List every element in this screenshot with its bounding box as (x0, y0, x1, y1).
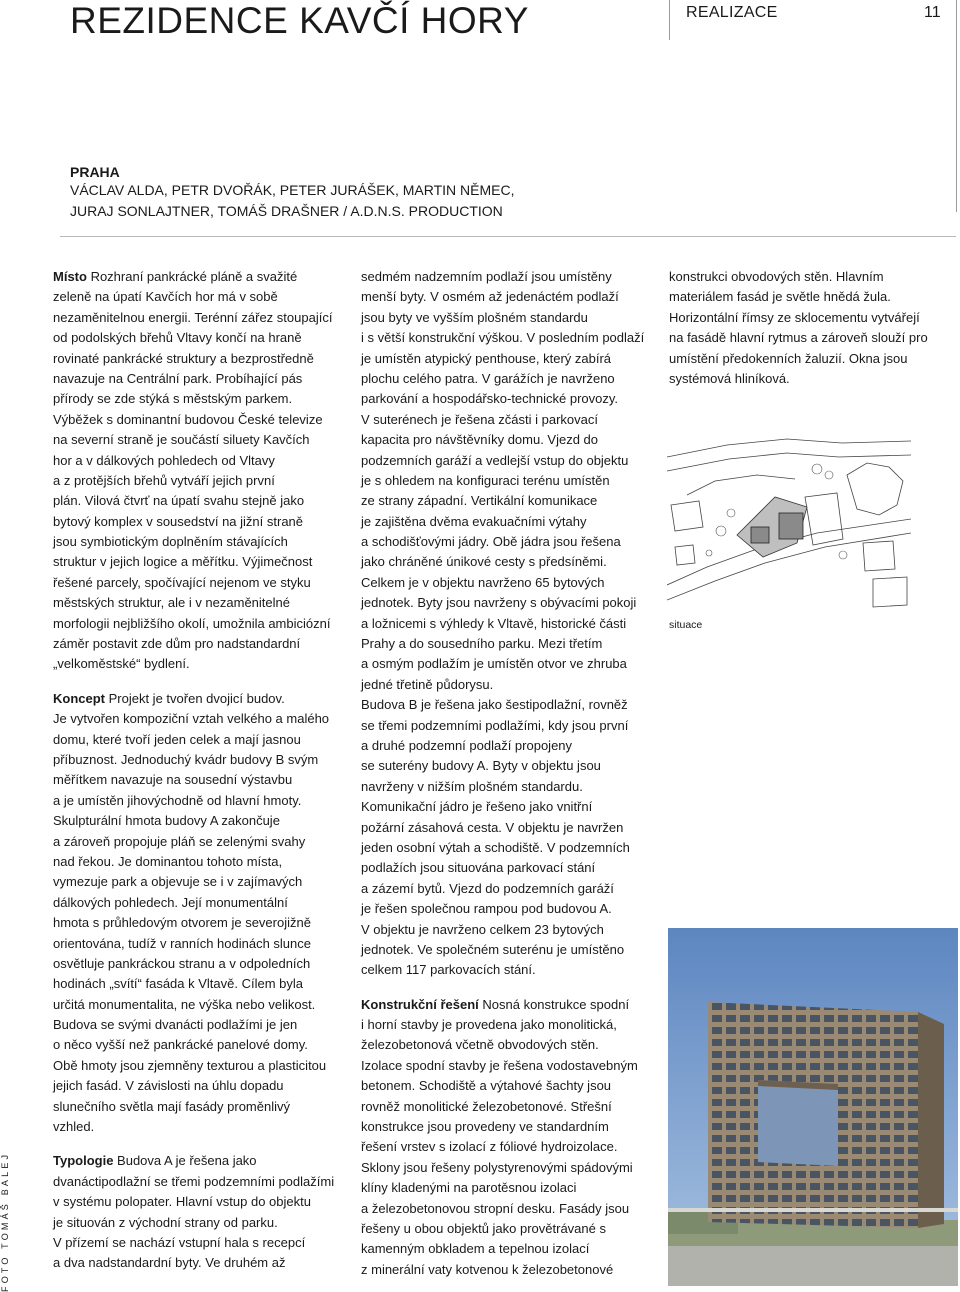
project-location: PRAHA (70, 164, 120, 180)
text-line: osvětluje pankráckou stranu a v odpoledních (53, 955, 311, 971)
text-line: kapacita pro návštěvníky domu. Vjezd do (361, 432, 599, 448)
text-line: a zázemí bytů. Vjezd do podzemních garáží (361, 880, 614, 896)
text-line: parkování a hospodářsko-technické provozy. (361, 391, 619, 407)
text-line: a dva nadstandardní byty. Ve druhém až (53, 1255, 286, 1271)
text-line: vymezuje park a objevuje se i v zajímavých (53, 874, 303, 890)
site-plan-drawing (667, 435, 911, 609)
text-line: na severní straně je součástí siluety Kavčích (53, 432, 310, 448)
text-line: i horní stavby je provedena jako monolitická, (361, 1017, 617, 1033)
text-line: plán. Vilová čtvrť na úpatí svahu stejně jako (53, 493, 305, 509)
text-line: a druhé podzemní podlaží propojeny (361, 737, 573, 753)
text-line: je situován z východní strany od parku. (53, 1214, 278, 1230)
paragraph-lead-line (53, 689, 358, 709)
text-line: Horizontální římsy ze sklocementu vytvářejí (669, 309, 920, 325)
text-column-2 (361, 267, 651, 1280)
text-line: domu, které tvoří jeden celek a mají jasnou (53, 731, 301, 747)
text-line: jejich fasád. V závislosti na úhlu dopadu (53, 1078, 284, 1094)
text-line: jsou symbiotickým doplněním stávajících (53, 534, 288, 550)
text-line: a ložnicemi s výhledy k Vltavě, historické části (361, 615, 627, 631)
text-line: betonem. Schodiště a výtahové šachty jsou (361, 1078, 612, 1094)
text-line: orientována, tudíž v ranních hodinách slunce (53, 935, 312, 951)
building-photo (668, 928, 958, 1286)
text-line: řešení vrstev s izolací z fóliové hydroizolace. (361, 1139, 618, 1155)
text-line: a osmým podlažím je umístěn otvor ve zhruba (361, 656, 627, 672)
text-line: materiálem fasád je světle hnědá žula. (669, 289, 891, 305)
text-line: Izolace spodní stavby je řešena vodostavebným (361, 1057, 638, 1073)
text-line: struktur v jejich logice a měřítku. Výjimečnost (53, 554, 313, 570)
paragraph-text: Budova A je řešena jako (113, 1153, 257, 1169)
text-line: a zároveň propojuje pláň se zelenými svahy (53, 833, 306, 849)
text-line: Sklony jsou řešeny polystyrenovými spádovými (361, 1159, 633, 1175)
text-line: navazuje na Centrální park. Probíhající pás (53, 370, 303, 386)
paragraph-heading: Koncept (53, 690, 105, 706)
text-line: železobetonová včetně obvodových stěn. (361, 1037, 599, 1053)
text-line: přírody se zde stýká s městským parkem. (53, 391, 293, 407)
paragraph-text: Projekt je tvořen dvojicí budov. (105, 690, 285, 706)
paragraph-text: Rozhraní pankrácké pláně a svažité (86, 269, 298, 284)
text-line: ze strany západní. Vertikální komunikace (361, 493, 598, 509)
text-line: Celkem je v objektu navrženo 65 bytových (361, 574, 605, 590)
text-line: systémová hliníková. (669, 370, 790, 386)
text-line: hor a v dálkových pohledech od Vltavy (53, 452, 275, 468)
paragraph-heading: Konstrukční řešení (361, 996, 479, 1012)
photo-credit: FOTO TOMÁŠ BALEJ (0, 1151, 10, 1292)
paragraph-heading: Typologie (53, 1153, 114, 1169)
page-number: 11 (924, 4, 941, 21)
project-authors (70, 180, 514, 222)
text-line: jednotek. Byty jsou navrženy s obývacími pokoji (361, 595, 637, 611)
text-line: a železobetonovou stropní desku. Fasády jsou (361, 1200, 630, 1216)
text-line: celkem 117 parkovacích stání. (361, 962, 536, 978)
text-line: řešené parcely, spočívající nejenom ve styku (53, 574, 311, 590)
text-line: vzhled. (53, 1119, 95, 1135)
text-line: Komunikační jádro je řešeno jako vnitřní (361, 799, 593, 815)
text-line: městských struktur, ale i v nezaměnitelné (53, 595, 290, 611)
text-line: V přízemí se nachází vstupní hala s recepcí (53, 1234, 306, 1250)
text-line: podlažích jsou situována parkovací stání (361, 860, 596, 876)
section-label: REALIZACE (686, 4, 778, 21)
text-line: dvanáctipodlažní se třemi podzemními podlažími (53, 1173, 335, 1189)
text-line: V objektu je navrženo celkem 23 bytových (361, 921, 604, 937)
text-line: a z protějších břehů vytváří jejich první (53, 472, 275, 488)
text-line: klíny kladenými na parotěsnou izolaci (361, 1180, 577, 1196)
text-line: na fasádě hlavní rytmus a zároveň slouží pro (669, 330, 928, 346)
paragraph-lead-line (53, 267, 358, 287)
text-line: i s větší konstrukční výškou. V posledním podlaží (361, 330, 645, 346)
text-column-1 (53, 267, 358, 1274)
text-line: je umístěn atypický penthouse, který zabírá (361, 350, 612, 366)
text-line: „velkoměstské“ bydlení. (53, 656, 190, 672)
text-line: jedné třetině půdorysu. (361, 676, 494, 692)
header-divider-left (669, 0, 670, 40)
text-line: se třemi podzemními podlažími, kdy jsou první (361, 717, 629, 733)
page-title: REZIDENCE KAVČÍ HORY (70, 0, 529, 41)
paragraph-lead-line (53, 1151, 358, 1171)
text-line: rovinaté pankrácké struktury a bezprostředně (53, 350, 314, 366)
text-line: se suterény budovy A. Byty v objektu jsou (361, 758, 601, 774)
authors-line-2: JURAJ SONLAJTNER, TOMÁŠ DRAŠNER / A.D.N.S. PRODUCTION (70, 203, 503, 219)
text-line: hodinách „svítí“ fasáda k Vltavě. Cílem byla (53, 976, 304, 992)
text-line: jako chráněné únikové cesty s předsíněmi. (361, 554, 607, 570)
text-line: požární zásahová cesta. V objektu je navržen (361, 819, 624, 835)
paragraph-heading: Místo (53, 269, 87, 284)
text-line: příbuznost. Jednoduchý kvádr budovy B svým (53, 751, 319, 767)
text-line: Budova se svými dvanácti podlažími je jen (53, 1017, 298, 1033)
text-line: o něco vyšší než pankrácké panelové domy. (53, 1037, 308, 1053)
text-line: Je vytvořen kompoziční vztah velkého a malého (53, 711, 330, 727)
text-line: a je umístěn jihovýchodně od hlavní hmoty. (53, 792, 302, 808)
text-line: jednotek. Ve společném suterénu je umístěno (361, 941, 625, 957)
text-line: a schodišťovými jádry. Obě jádra jsou řešena (361, 534, 621, 550)
text-line: Výběžek s dominantní budovou České televize (53, 411, 323, 427)
text-line: bytový komplex v sousedství na jižní straně (53, 513, 304, 529)
text-line: Obě hmoty jsou zjemněny texturou a plasticitou (53, 1057, 327, 1073)
text-line: navrženy v nižším plošném standardu. (361, 778, 583, 794)
text-line: umístění předokenních žaluzií. Okna jsou (669, 350, 908, 366)
text-line: nezaměnitelnou energii. Terénní zářez stoupající (53, 309, 333, 325)
text-line: rovněž monolitické železobetonové. Střešní (361, 1098, 612, 1114)
text-line: konstrukci obvodových stěn. Hlavním (669, 269, 884, 284)
paragraph-gap (53, 675, 358, 689)
text-line: menší byty. V osmém až jedenáctém podlaží (361, 289, 619, 305)
text-line: sedmém nadzemním podlaží jsou umístěny (361, 269, 612, 284)
text-line: je s ohledem na konfiguraci terénu umístěn (361, 472, 610, 488)
text-line: Budova B je řešena jako šestipodlažní, rovněž (361, 697, 628, 713)
text-line: měřítkem navazuje na sousední výstavbu (53, 772, 293, 788)
text-line: jsou byty ve vyšším plošném standardu (361, 309, 588, 325)
text-line: morfologii nejbližšího okolí, umožnila ambiciózní (53, 615, 331, 631)
text-line: je zajištěna dvěma evakuačními výtahy (361, 513, 587, 529)
paragraph-lead-line (361, 995, 651, 1015)
text-line: kamenným obkladem a tepelnou izolací (361, 1241, 590, 1257)
authors-line-1: VÁCLAV ALDA, PETR DVOŘÁK, PETER JURÁŠEK, MARTIN NĚMEC, (70, 182, 515, 198)
text-line: podzemních garáží a vedlejší vstup do objektu (361, 452, 629, 468)
text-line: zeleně na úpatí Kavčích hor má v sobě (53, 289, 278, 305)
paragraph-gap (361, 981, 651, 995)
text-line: jeden osobní výtah a schodiště. V podzemních (361, 839, 630, 855)
text-line: řešeny u obou objektů jako provětrávané s (361, 1220, 606, 1236)
text-line: záměr postavit zde dům pro nadstandardní (53, 636, 301, 652)
paragraph-text: Nosná konstrukce spodní (478, 996, 630, 1012)
text-line: Prahy a do sousedního parku. Mezi třetím (361, 636, 603, 652)
text-line: dálkových pohledech. Její monumentální (53, 894, 288, 910)
text-column-3 (669, 267, 959, 389)
text-line: konstrukce jsou provedeny ve standardním (361, 1119, 609, 1135)
text-line: nad řekou. Je dominantou tohoto místa, (53, 853, 283, 869)
header-rule (60, 236, 956, 237)
text-line: je řešen společnou rampou pod budovou A. (361, 901, 612, 917)
text-line: V suterénech je řešena zčásti i parkovací (361, 411, 599, 427)
text-line: určitá monumentalita, ne výška nebo velikost. (53, 996, 316, 1012)
text-line: hmota s průhledovým otvorem je severojižně (53, 915, 311, 931)
text-line: slunečního světla mají fasády proměnlivý (53, 1098, 291, 1114)
text-line: od podolských břehů Vltavy končí na hraně (53, 330, 302, 346)
text-line: plochu celého patra. V garážích je navrženo (361, 370, 615, 386)
paragraph-gap (53, 1137, 358, 1151)
header-divider-right (956, 0, 957, 212)
text-line: Skulpturální hmota budovy A zakončuje (53, 813, 280, 829)
text-line: z minerální vaty kotvenou k železobetonové (361, 1261, 614, 1277)
text-line: v systému polopater. Hlavní vstup do objektu (53, 1194, 311, 1210)
figure-caption: situace (669, 619, 703, 631)
